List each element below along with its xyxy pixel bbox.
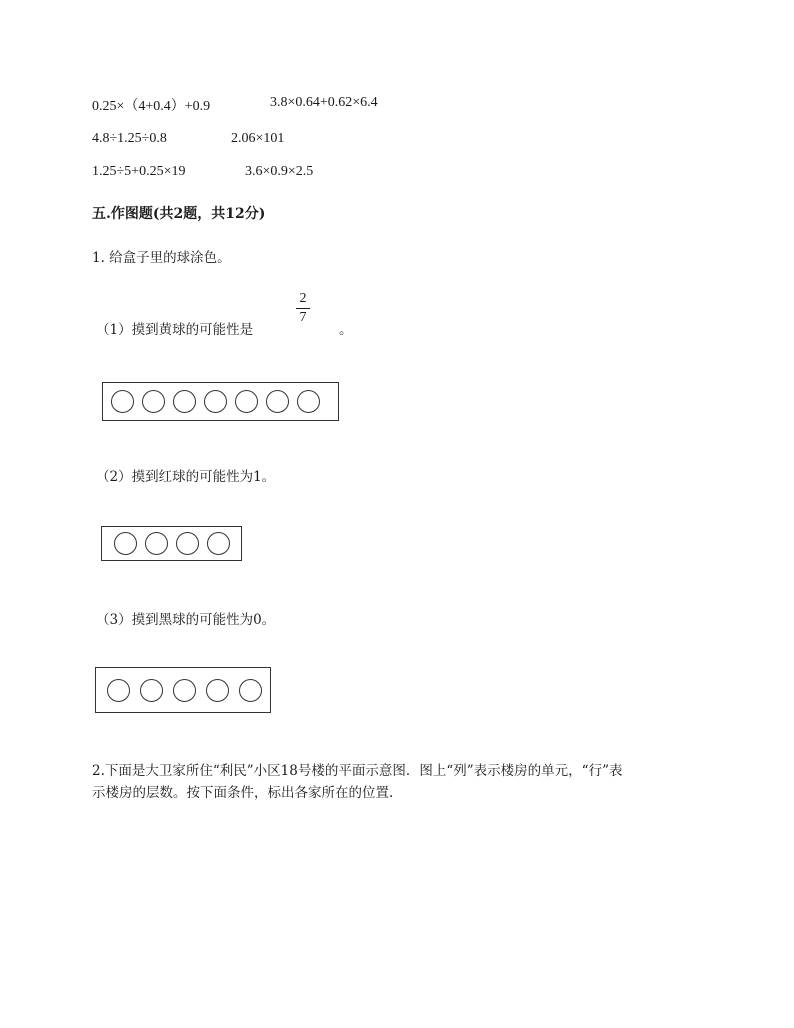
expression-2: 3.8×0.64+0.62×6.4: [270, 95, 378, 110]
ball-circle[interactable]: [239, 679, 262, 702]
ball-circle[interactable]: [107, 679, 130, 702]
expression-5: 1.25÷5+0.25×19: [92, 164, 186, 179]
expression-6: 3.6×0.9×2.5: [245, 164, 314, 179]
section-heading: 五.作图题(共2题，共12分): [92, 206, 266, 222]
question-2-line-1: 2.下面是大卫家所住“利民”小区18号楼的平面示意图．图上“列”表示楼房的单元，“行”表: [92, 763, 623, 779]
part-1-label: （1）摸到黄球的可能性是: [96, 322, 254, 338]
expression-3: 4.8÷1.25÷0.8: [92, 131, 167, 146]
part-1-end: 。: [339, 322, 353, 338]
ball-circle[interactable]: [297, 390, 320, 413]
ball-circle[interactable]: [207, 532, 230, 555]
ball-circle[interactable]: [173, 390, 196, 413]
ball-circle[interactable]: [140, 679, 163, 702]
ball-circle[interactable]: [235, 390, 258, 413]
expression-1: 0.25×（4+0.4）+0.9: [92, 99, 211, 114]
ball-circle[interactable]: [176, 532, 199, 555]
ball-circle[interactable]: [114, 532, 137, 555]
expression-4: 2.06×101: [231, 131, 285, 146]
question-1-text: 1. 给盒子里的球涂色。: [92, 250, 231, 266]
ball-box-1: [102, 382, 339, 421]
probability-fraction: [296, 291, 310, 326]
fraction-numerator: 2: [299, 291, 307, 306]
part-2-label: （2）摸到红球的可能性为1。: [96, 469, 276, 485]
ball-circle[interactable]: [145, 532, 168, 555]
fraction-bar: [296, 308, 310, 309]
fraction-denominator: 7: [299, 310, 307, 325]
question-2-line-2: 示楼房的层数。按下面条件，标出各家所在的位置.: [92, 785, 394, 801]
part-3-label: （3）摸到黑球的可能性为0。: [96, 612, 276, 628]
ball-circle[interactable]: [111, 390, 134, 413]
ball-circle[interactable]: [173, 679, 196, 702]
ball-circle[interactable]: [206, 679, 229, 702]
ball-circle[interactable]: [204, 390, 227, 413]
ball-circle[interactable]: [142, 390, 165, 413]
ball-box-3: [95, 667, 271, 713]
ball-box-2: [101, 526, 242, 561]
ball-circle[interactable]: [266, 390, 289, 413]
